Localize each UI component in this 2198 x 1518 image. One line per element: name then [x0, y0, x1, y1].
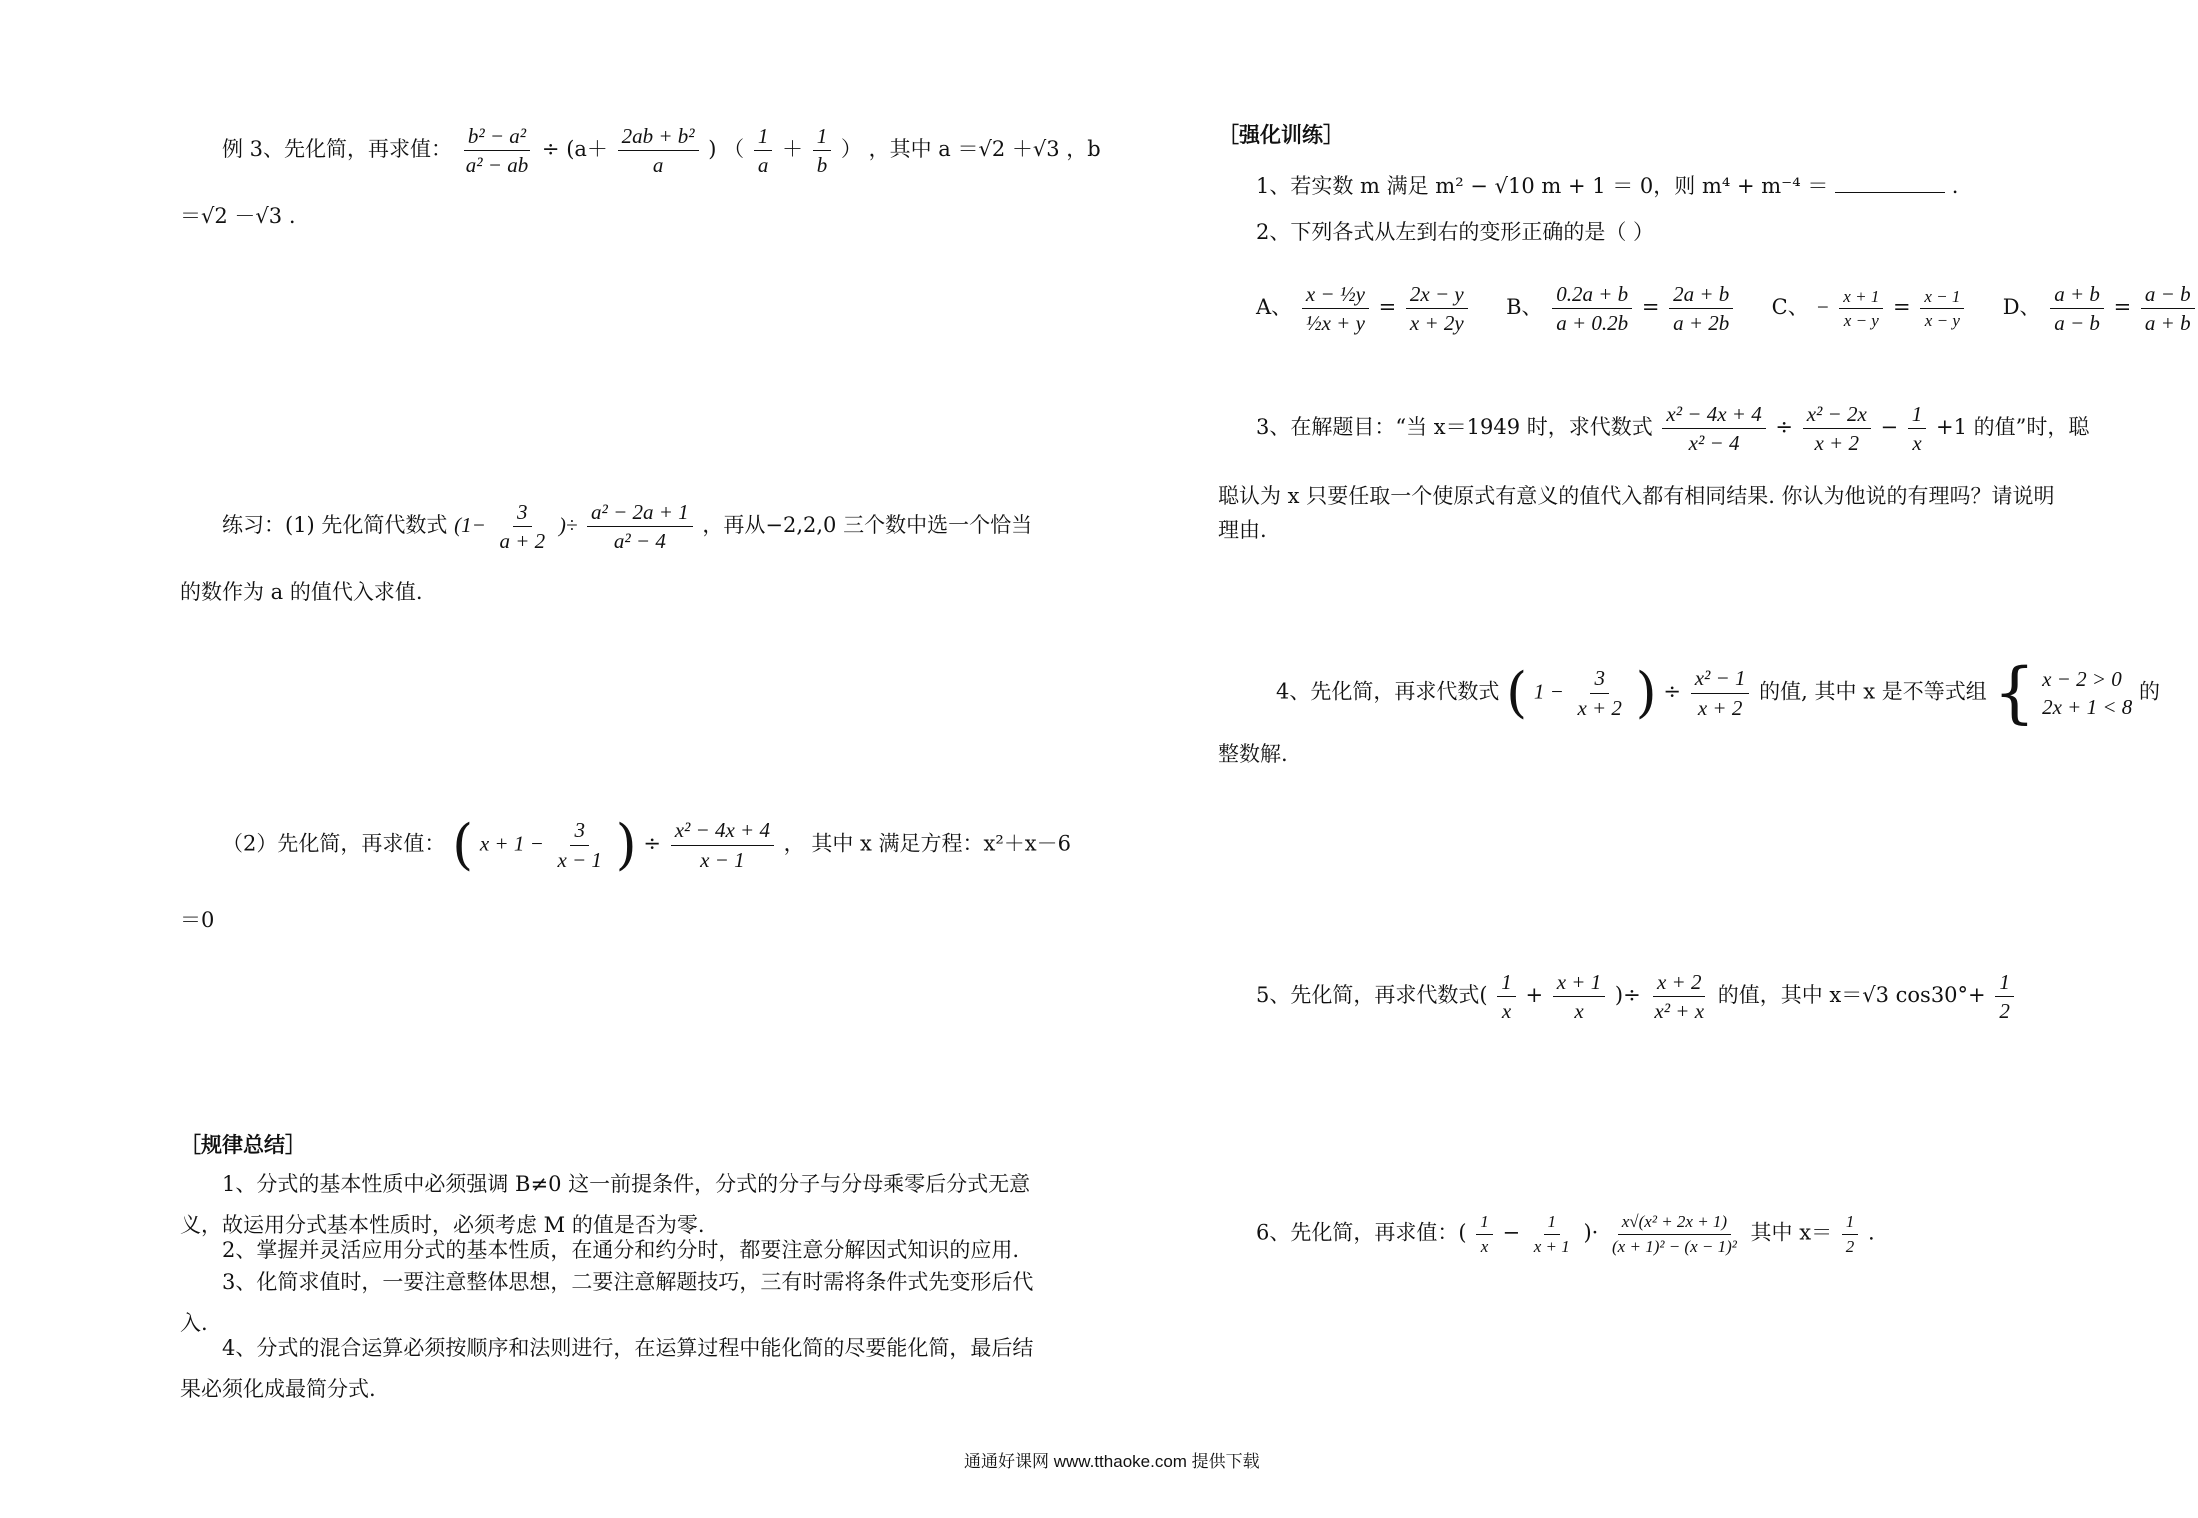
q2-option-c-left: [1839, 287, 1883, 331]
q3-frac1-den: x² − 4: [1688, 431, 1740, 456]
q4-line2: 整数解.: [1218, 742, 1288, 766]
practice1-frac1: [495, 500, 549, 553]
example3-where: ，其中 a ＝√2 ＋√3 ，b: [868, 137, 1101, 162]
q2-option-c-right: [1920, 287, 1964, 331]
q5-frac2: [1553, 970, 1606, 1023]
practice2-prefix: （2）先化简，再求值：: [222, 831, 446, 856]
q6-minus: −: [1502, 1220, 1521, 1245]
q6-close: )·: [1583, 1220, 1599, 1245]
example3-frac1-num: b² − a²: [464, 124, 530, 151]
q4-frac1-den: x + 2: [1577, 695, 1622, 720]
q3-frac2: [1803, 402, 1871, 455]
q2-option-c-eq: =: [1893, 295, 1911, 320]
q5-frac1-num: 1: [1497, 970, 1516, 997]
q3-frac2-den: x + 2: [1814, 431, 1859, 456]
q2-option-d-left-den: a − b: [2054, 311, 2100, 336]
q6-frac4-num: 1: [1842, 1212, 1859, 1235]
practice2-frac1-den: x − 1: [557, 847, 602, 872]
q6-frac3: [1608, 1212, 1741, 1256]
q5-frac2-den: x: [1574, 999, 1584, 1024]
example3-frac1-den: a² − ab: [465, 153, 529, 178]
q2-option-c-label: C、: [1771, 295, 1809, 320]
q5-frac1: [1497, 970, 1516, 1023]
q6-end: .: [1867, 1220, 1875, 1245]
example3-paren2-close: ）: [840, 137, 862, 162]
example3-paren2-open: （: [723, 137, 745, 162]
example3-frac3-num: 1: [754, 124, 773, 151]
q4-frac2: [1691, 666, 1750, 719]
q2-option-c-left-num: x + 1: [1839, 287, 1883, 310]
q2-option-a-right: [1406, 282, 1468, 335]
q5-frac3-den: x² + x: [1654, 999, 1705, 1024]
q6-frac1: [1476, 1212, 1493, 1256]
q3-frac3-num: 1: [1908, 402, 1927, 429]
q3-minus: −: [1880, 415, 1899, 440]
practice2-frac1-num: 3: [570, 818, 589, 845]
example3-frac1: [462, 124, 532, 177]
summary-item-3: 3、化简求值时，一要注意整体思想，二要注意解题技巧，三有时需将条件式先变形后代入.: [180, 1270, 1034, 1335]
q6-frac1-num: 1: [1476, 1212, 1493, 1235]
practice1-line1: [222, 500, 1032, 553]
q2-option-b-label: B、: [1506, 295, 1543, 320]
example3-frac4-num: 1: [813, 124, 832, 151]
practice2-rparen: ): [615, 813, 637, 876]
example3-paren-open: (a＋: [566, 137, 608, 162]
q6-prefix: 6、先化简，再求值：(: [1256, 1220, 1467, 1245]
q2-option-c-right-den: x − y: [1924, 311, 1960, 331]
q6-line: [1256, 1212, 1875, 1256]
q5-frac3: [1650, 970, 1708, 1023]
practice1-frac2-num: a² − 2a + 1: [587, 500, 693, 527]
q2-option-a-right-num: 2x − y: [1406, 282, 1468, 309]
q3-frac3: [1908, 402, 1927, 455]
practice1-frac1-num: 3: [513, 500, 532, 527]
q2-option-a-right-den: x + 2y: [1409, 311, 1464, 336]
summary-item-1: 1、分式的基本性质中必须强调 B≠0 这一前提条件，分式的分子与分母乘零后分式无意义，故运用分式基本性质时，必须考虑 M 的值是否为零.: [180, 1172, 1031, 1237]
q2-option-b-right-num: 2a + b: [1669, 282, 1733, 309]
q3-suffix: +1 的值”时，聪: [1935, 415, 2090, 440]
q1-line: [1256, 172, 1958, 199]
q5-frac3-num: x + 2: [1653, 970, 1706, 997]
practice1-suffix: ，再从−2,2,0 三个数中选一个恰当: [702, 513, 1033, 538]
q4-frac1-num: 3: [1590, 666, 1609, 693]
q2-option-a-label: A、: [1256, 295, 1293, 320]
q2-option-b-right: [1669, 282, 1733, 335]
practice2-inner: x + 1 −: [479, 831, 544, 856]
page-footer: 通通好课网 www.tthaoke.com 提供下载: [964, 1452, 1260, 1471]
q1-answer-blank[interactable]: [1835, 172, 1945, 193]
example3-frac2-num: 2ab + b²: [618, 124, 699, 151]
q4-ineq1: x − 2 > 0: [2042, 666, 2122, 691]
q2-option-b-left-num: 0.2a + b: [1552, 282, 1632, 309]
q2-option-a-left: [1302, 282, 1369, 335]
practice2-line2: ＝0: [180, 908, 215, 932]
q2-options: [1256, 282, 2198, 335]
practice1-frac1-den: a + 2: [499, 529, 546, 554]
q5-prefix: 5、先化简，再求代数式(: [1256, 983, 1488, 1008]
q5-line: [1256, 970, 2017, 1023]
q3-frac1: [1662, 402, 1765, 455]
q4-rparen: ): [1635, 661, 1657, 724]
q4-line1: [1276, 654, 2160, 731]
example3-paren-close: ): [708, 137, 717, 162]
q5-frac4-num: 1: [1995, 970, 2014, 997]
practice1-frac2-den: a² − 4: [613, 529, 666, 554]
example3-frac3-den: a: [757, 153, 769, 178]
q4-frac2-num: x² − 1: [1691, 666, 1750, 693]
q6-frac3-num: x√(x² + 2x + 1): [1618, 1212, 1731, 1235]
example3-frac4: [813, 124, 832, 177]
q2-option-c-right-num: x − 1: [1920, 287, 1964, 310]
summary-item-2: 2、掌握并灵活应用分式的基本性质，在通分和约分时，都要注意分解因式知识的应用.: [222, 1238, 1020, 1262]
q2-option-d-eq: =: [2113, 295, 2132, 320]
q6-mid: 其中 x＝: [1750, 1220, 1833, 1245]
practice2-suffix: ， 其中 x 满足方程：x²＋x－6: [783, 831, 1071, 856]
practice2-frac1: [553, 818, 606, 871]
example3-frac3: [754, 124, 773, 177]
q4-div: ÷: [1663, 679, 1681, 704]
practice1-line2: 的数作为 a 的值代入求值.: [180, 580, 423, 604]
q2-option-c[interactable]: [1771, 286, 1974, 331]
example3-frac2-den: a: [652, 153, 664, 178]
q2-option-b[interactable]: [1506, 282, 1743, 336]
q2-option-d[interactable]: [2002, 282, 2198, 336]
q6-frac2-den: x + 1: [1533, 1236, 1570, 1256]
q6-frac4-den: 2: [1845, 1236, 1855, 1256]
q5-mid: 的值，其中 x＝√3 cos30°+: [1717, 983, 1986, 1008]
q2-option-d-left-num: a + b: [2050, 282, 2104, 309]
practice1-prefix: 练习：(1) 先化简代数式: [222, 513, 448, 538]
q2-option-a[interactable]: [1256, 282, 1477, 336]
training-heading: ［强化训练］: [1218, 122, 1344, 147]
q4-lparen: (: [1506, 661, 1528, 724]
example3-line1: [222, 124, 1101, 177]
q5-frac4: [1995, 970, 2014, 1023]
q2-option-d-right-den: a + b: [2144, 311, 2191, 336]
summary-heading: ［规律总结］: [180, 1132, 306, 1157]
q1-prefix: 1、若实数 m 满足 m² − √10 m + 1 ＝ 0，则 m⁴ + m⁻⁴ ＝: [1256, 174, 1829, 198]
q6-frac4: [1842, 1212, 1859, 1256]
q5-frac2-num: x + 1: [1553, 970, 1606, 997]
q6-frac2-num: 1: [1544, 1212, 1561, 1235]
practice2-frac2: [671, 818, 774, 871]
q3-frac1-num: x² − 4x + 4: [1662, 402, 1765, 429]
q6-frac2: [1530, 1212, 1574, 1256]
q3-prefix: 3、在解题目：“当 x＝1949 时，求代数式: [1256, 415, 1653, 440]
example3-plus: ＋: [782, 137, 804, 162]
q4-frac1: [1573, 666, 1626, 719]
q4-inequality-system: [2042, 665, 2132, 722]
q3-line3: 理由.: [1218, 518, 1267, 542]
q2-option-b-eq: =: [1641, 295, 1660, 320]
q2-option-b-left-den: a + 0.2b: [1556, 311, 1629, 336]
q3-line2: 聪认为 x 只要任取一个使原式有意义的值代入都有相同结果. 你认为他说的有理吗？请说明: [1218, 484, 2055, 508]
q2-stem: 2、下列各式从左到右的变形正确的是（ ）: [1256, 220, 1655, 244]
practice1-open: (1−: [454, 513, 486, 538]
q4-inner: 1 −: [1533, 679, 1564, 704]
q4-end: 的: [2138, 679, 2160, 704]
example3-frac2: [618, 124, 699, 177]
q5-plus: +: [1525, 983, 1544, 1008]
q2-option-a-left-den: ½x + y: [1305, 311, 1365, 336]
summary-item-4: 4、分式的混合运算必须按顺序和法则进行，在运算过程中能化简的尽要能化简，最后结果必须化成最简分式.: [180, 1336, 1034, 1401]
q2-option-a-left-num: x − ½y: [1302, 282, 1369, 309]
q3-frac2-num: x² − 2x: [1803, 402, 1871, 429]
example3-div: ÷: [541, 137, 560, 162]
practice2-frac2-num: x² − 4x + 4: [671, 818, 774, 845]
q2-option-c-sign: −: [1815, 295, 1830, 320]
q6-frac1-den: x: [1480, 1236, 1489, 1256]
q2-option-d-left: [2050, 282, 2104, 335]
practice2-div: ÷: [643, 831, 661, 856]
q2-option-d-label: D、: [2002, 295, 2041, 320]
q5-frac4-den: 2: [1999, 999, 2010, 1024]
practice1-close: )÷: [558, 513, 578, 538]
practice2-frac2-den: x − 1: [700, 847, 745, 872]
q1-suffix: .: [1951, 174, 1959, 198]
q2-option-d-right: [2141, 282, 2195, 335]
q2-option-d-right-num: a − b: [2141, 282, 2195, 309]
example3-line2: ＝√2 －√3 .: [180, 204, 296, 228]
q2-option-a-eq: =: [1378, 295, 1397, 320]
q4-ineq2: 2x + 1 < 8: [2042, 695, 2133, 719]
q2-option-c-left-den: x − y: [1843, 311, 1879, 331]
q4-mid: 的值, 其中 x 是不等式组: [1759, 679, 1987, 704]
q6-frac3-den: (x + 1)² − (x − 1)²: [1612, 1236, 1737, 1256]
q2-option-b-right-den: a + 2b: [1673, 311, 1730, 336]
q5-close: )÷: [1614, 983, 1641, 1008]
q4-prefix: 4、先化简，再求代数式: [1276, 679, 1500, 704]
q3-div: ÷: [1775, 415, 1793, 440]
practice2-lparen: (: [452, 813, 474, 876]
q4-brace: {: [1993, 654, 2036, 731]
q3-line1: [1256, 402, 2089, 455]
q2-option-b-left: [1552, 282, 1632, 335]
practice2-line1: [222, 813, 1071, 876]
q4-frac2-den: x + 2: [1697, 695, 1743, 720]
practice1-frac2: [587, 500, 693, 553]
example3-frac4-den: b: [816, 153, 828, 178]
example3-prefix: 例 3、先化简，再求值：: [222, 137, 453, 162]
q5-frac1-den: x: [1501, 999, 1512, 1024]
q3-frac3-den: x: [1912, 431, 1922, 456]
